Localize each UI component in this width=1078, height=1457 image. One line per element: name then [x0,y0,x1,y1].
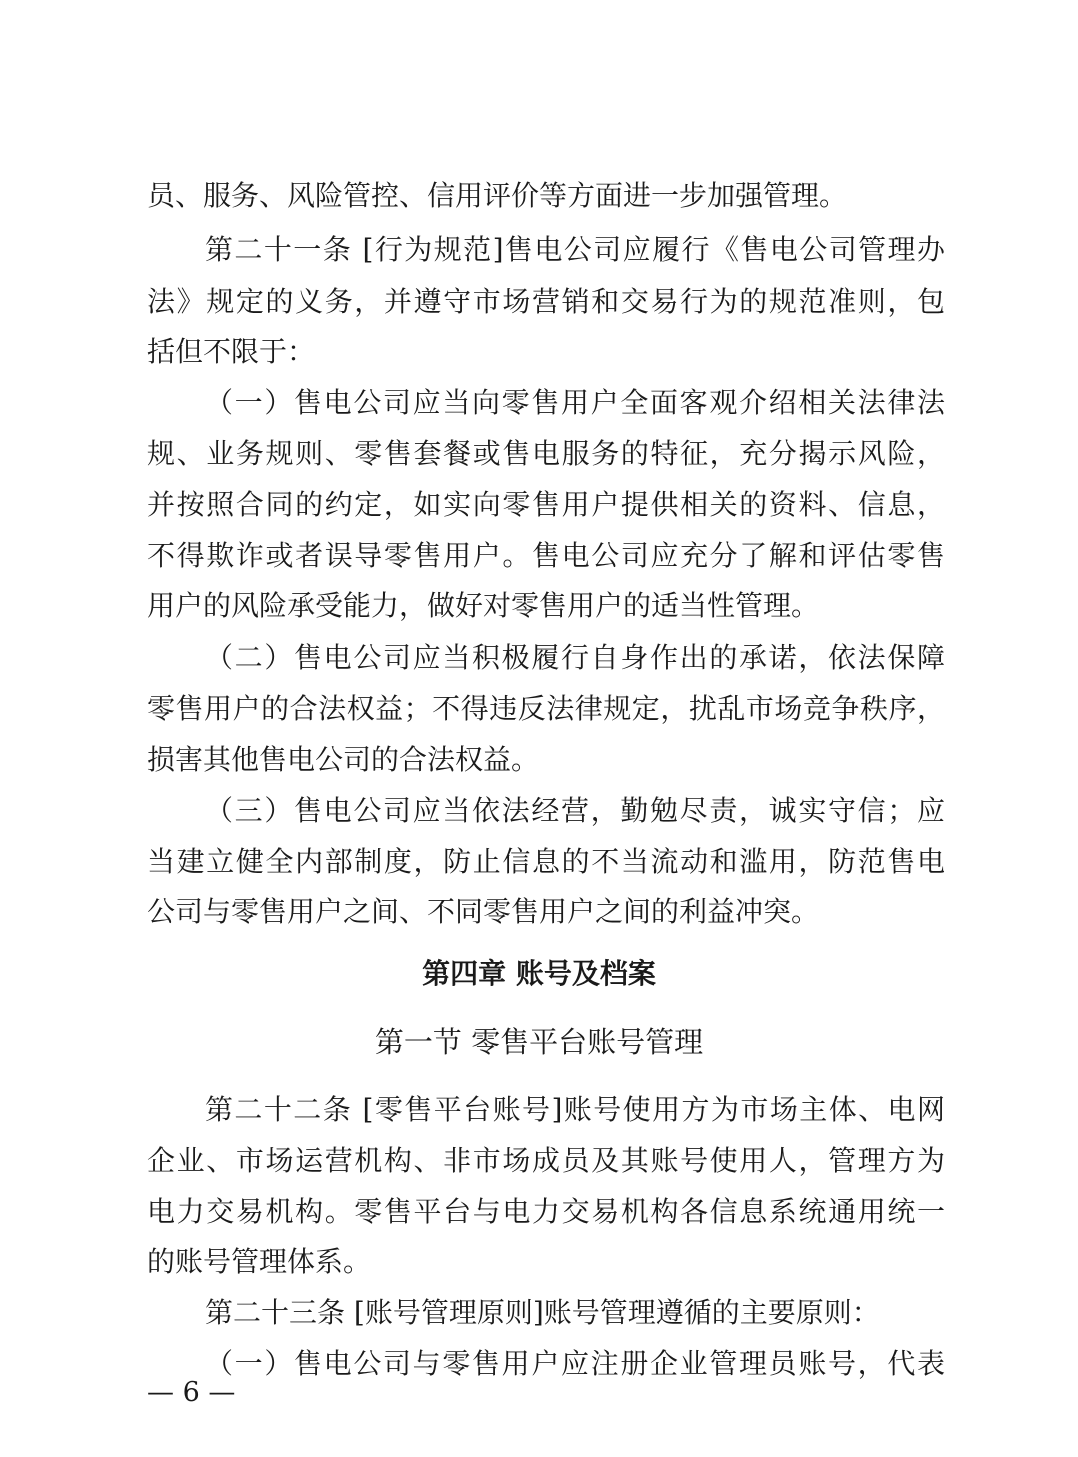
page-number: — 6 — [147,1377,236,1408]
article-22-heading-line: 第二十二条 [零售平台账号]账号使用方为市场主体、电网 [205,1093,945,1126]
article-21-heading-line: 第二十一条 [行为规范]售电公司应履行《售电公司管理办 [205,233,945,266]
paragraph-line: 不得欺诈或者误导零售用户。售电公司应充分了解和评估零售 [147,539,945,572]
paragraph-line: 当建立健全内部制度，防止信息的不当流动和滥用，防范售电 [147,845,945,878]
article-23-heading-line: 第二十三条 [账号管理原则]账号管理遵循的主要原则： [205,1296,880,1329]
section-heading: 第一节 零售平台账号管理 [374,1025,704,1059]
paragraph-line: 的账号管理体系。 [147,1245,372,1278]
paragraph-line: 法》规定的义务，并遵守市场营销和交易行为的规范准则，包 [147,285,945,318]
paragraph-line: 括但不限于： [147,335,316,368]
paragraph-line: 公司与零售用户之间、不同零售用户之间的利益冲突。 [147,895,820,928]
paragraph-line: 规、业务规则、零售套餐或售电服务的特征，充分揭示风险， [147,437,945,470]
item-1-line: （一）售电公司与零售用户应注册企业管理员账号，代表 [205,1347,945,1380]
item-1-line: （一）售电公司应当向零售用户全面客观介绍相关法律法 [205,386,945,419]
item-3-line: （三）售电公司应当依法经营，勤勉尽责，诚实守信；应 [205,794,945,827]
paragraph-line: 员、服务、风险管控、信用评价等方面进一步加强管理。 [147,179,848,212]
chapter-heading: 第四章 账号及档案 [422,957,656,990]
paragraph-line: 电力交易机构。零售平台与电力交易机构各信息系统通用统一 [147,1195,945,1228]
paragraph-line: 零售用户的合法权益；不得违反法律规定，扰乱市场竞争秩序， [147,692,945,725]
paragraph-line: 企业、市场运营机构、非市场成员及其账号使用人，管理方为 [147,1144,945,1177]
paragraph-line: 用户的风险承受能力，做好对零售用户的适当性管理。 [147,589,820,622]
paragraph-line: 损害其他售电公司的合法权益。 [147,743,540,776]
item-2-line: （二）售电公司应当积极履行自身作出的承诺，依法保障 [205,641,945,674]
paragraph-line: 并按照合同的约定，如实向零售用户提供相关的资料、信息， [147,488,945,521]
